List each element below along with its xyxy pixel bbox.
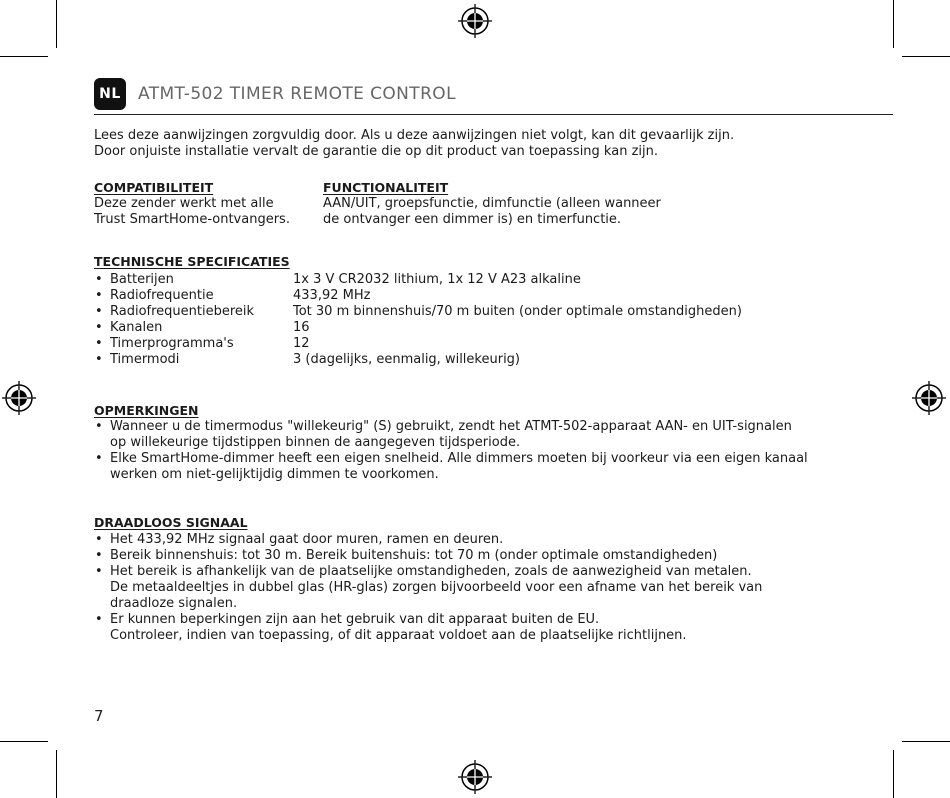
spec-value: 433,92 MHz [293, 288, 371, 303]
remark-line: Elke SmartHome-dimmer heeft een eigen snelheid. Alle dimmers moeten bij voorkeur via een eigen kanaal [110, 451, 808, 466]
header-divider [94, 114, 893, 115]
functionality-line: AAN/UIT, groepsfunctie, dimfunctie (alleen wanneer [323, 196, 661, 211]
registration-mark-icon [458, 760, 492, 794]
wireless-line: Er kunnen beperkingen zijn aan het gebruik van dit apparaat buiten de EU. [110, 612, 600, 627]
bullet: • [95, 272, 103, 287]
wireless-line: Controleer, indien van toepassing, of dit apparaat voldoet aan de plaatselijke richtlijnen. [110, 628, 687, 643]
crop-mark [0, 56, 48, 57]
bullet: • [95, 612, 103, 627]
registration-mark-icon [458, 4, 492, 38]
remark-line: werken om niet-gelijktijdig dimmen te voorkomen. [110, 467, 439, 482]
specs-heading: TECHNISCHE SPECIFICATIES [94, 254, 290, 269]
bullet: • [95, 548, 103, 563]
bullet: • [95, 532, 103, 547]
spec-value: 3 (dagelijks, eenmalig, willekeurig) [293, 352, 520, 367]
wireless-line: Bereik binnenshuis: tot 30 m. Bereik buitenshuis: tot 70 m (onder optimale omstandigheden) [110, 548, 718, 563]
bullet: • [95, 451, 103, 466]
spec-value: 12 [293, 336, 310, 351]
intro-line: Lees deze aanwijzingen zorgvuldig door. Als u deze aanwijzingen niet volgt, kan dit gevaarlijk zijn. [94, 128, 735, 143]
compatibility-heading: COMPATIBILITEIT [94, 180, 214, 195]
spec-value: 1x 3 V CR2032 lithium, 1x 12 V A23 alkaline [293, 272, 581, 287]
crop-mark [893, 750, 894, 798]
wireless-line: De metaaldeeltjes in dubbel glas (HR-glas) zorgen bijvoorbeeld voor een afname van het bereik van [110, 580, 763, 595]
intro-line: Door onjuiste installatie vervalt de garantie die op dit product van toepassing kan zijn. [94, 144, 658, 159]
wireless-heading: DRAADLOOS SIGNAAL [94, 515, 248, 530]
crop-mark [56, 0, 57, 48]
remark-line: Wanneer u de timermodus "willekeurig" (S) gebruikt, zendt het ATMT-502-apparaat AAN- en UIT-signalen [110, 419, 792, 434]
compatibility-line: Trust SmartHome-ontvangers. [94, 212, 290, 227]
spec-value: 16 [293, 320, 310, 335]
wireless-line: Het bereik is afhankelijk van de plaatselijke omstandigheden, zoals de aanwezigheid van metalen. [110, 564, 752, 579]
spec-value: Tot 30 m binnenshuis/70 m buiten (onder optimale omstandigheden) [293, 304, 742, 319]
functionality-heading: FUNCTIONALITEIT [323, 180, 449, 195]
bullet: • [95, 419, 103, 434]
remark-line: op willekeurige tijdstippen binnen de aangegeven tijdsperiode. [110, 435, 521, 450]
bullet: • [95, 320, 103, 335]
registration-mark-icon [912, 381, 946, 415]
spec-label: Radiofrequentie [110, 288, 214, 303]
crop-mark [893, 0, 894, 48]
bullet: • [95, 288, 103, 303]
bullet: • [95, 352, 103, 367]
wireless-line: Het 433,92 MHz signaal gaat door muren, ramen en deuren. [110, 532, 504, 547]
spec-label: Kanalen [110, 320, 163, 335]
language-badge: NL [94, 78, 126, 110]
bullet: • [95, 564, 103, 579]
wireless-line: draadloze signalen. [110, 596, 238, 611]
spec-label: Batterijen [110, 272, 174, 287]
spec-label: Timerprogramma's [110, 336, 234, 351]
remarks-heading: OPMERKINGEN [94, 403, 199, 418]
bullet: • [95, 304, 103, 319]
spec-label: Radiofrequentiebereik [110, 304, 255, 319]
page-number: 7 [94, 707, 104, 725]
crop-mark [56, 750, 57, 798]
spec-label: Timermodi [110, 352, 180, 367]
page-title: ATMT-502 TIMER REMOTE CONTROL [138, 84, 456, 104]
bullet: • [95, 336, 103, 351]
crop-mark [0, 741, 48, 742]
crop-mark [902, 741, 950, 742]
functionality-line: de ontvanger een dimmer is) en timerfunctie. [323, 212, 622, 227]
crop-mark [902, 56, 950, 57]
compatibility-line: Deze zender werkt met alle [94, 196, 274, 211]
registration-mark-icon [2, 381, 36, 415]
